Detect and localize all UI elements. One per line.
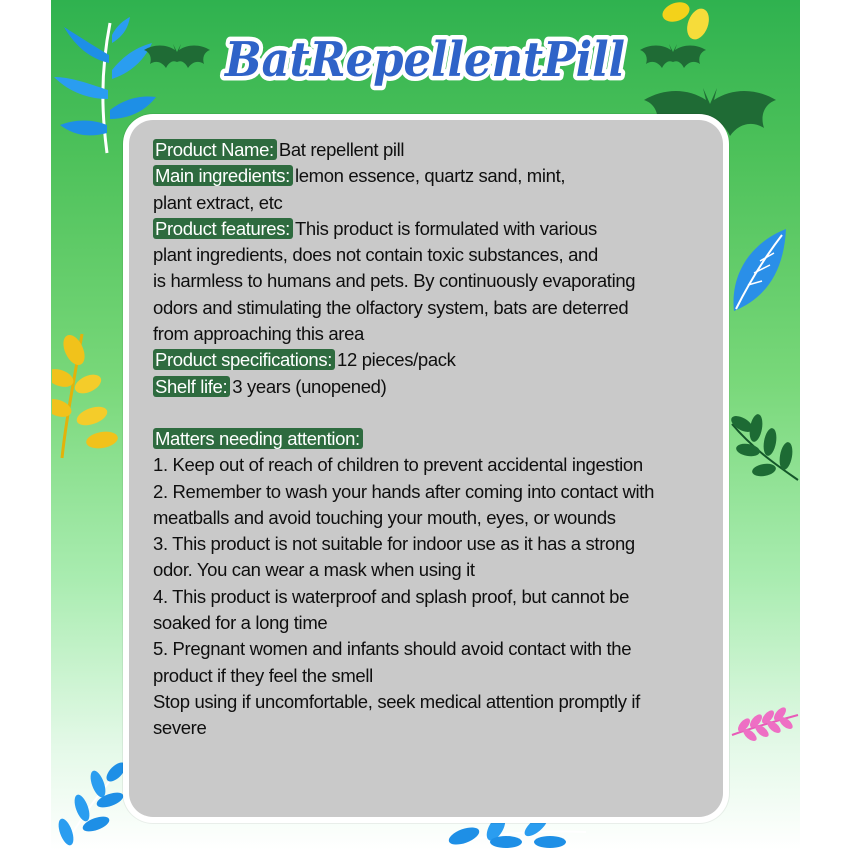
lemon-icon <box>660 0 710 42</box>
bat-icon <box>142 40 212 74</box>
shelf-life-label: Shelf life: <box>153 376 230 397</box>
product-name-row <box>153 137 713 163</box>
bat-icon <box>638 40 708 74</box>
main-ingredients-row <box>153 163 713 189</box>
attention-line: odor. You can wear a mask when using it <box>153 559 475 581</box>
product-info <box>153 137 713 742</box>
product-features-label: Product features: <box>153 218 293 239</box>
main-ingredients-label: Main ingredients: <box>153 165 293 186</box>
attention-line: 2. Remember to wash your hands after coming into contact with <box>153 480 655 502</box>
product-specifications-row <box>153 347 713 373</box>
attention-line: soaked for a long time <box>153 612 328 634</box>
blue-leaf-icon <box>440 820 590 850</box>
text-line: plant ingredients, does not contain toxic substances, and <box>153 244 598 266</box>
text-line: is harmless to humans and pets. By continuously evaporating <box>153 270 636 292</box>
attention-line: meatballs and avoid touching your mouth, eyes, or wounds <box>153 506 616 528</box>
attention-label: Matters needing attention: <box>153 428 363 449</box>
product-features-value: This product is formulated with various <box>294 217 597 239</box>
title-text: BatRepellentPill <box>223 32 626 88</box>
blue-leaf-icon <box>54 758 134 850</box>
main-ingredients-value: lemon essence, quartz sand, mint, <box>294 165 566 187</box>
yellow-leaf-icon <box>52 330 124 460</box>
pink-leaf-icon <box>730 705 800 741</box>
main-ingredients-cont: plant extract, etc <box>153 191 283 213</box>
text-line: from approaching this area <box>153 323 364 345</box>
page-title <box>212 12 638 102</box>
product-specifications-label: Product specifications: <box>153 349 335 370</box>
attention-line: product if they feel the smell <box>153 664 373 686</box>
attention-line: 5. Pregnant women and infants should avoid contact with the <box>153 638 632 660</box>
product-name-value: Bat repellent pill <box>278 139 405 160</box>
attention-line: 4. This product is waterproof and splash proof, but cannot be <box>153 585 630 607</box>
attention-line: 3. This product is not suitable for indoor use as it has a strong <box>153 533 635 555</box>
attention-line: 1. Keep out of reach of children to prevent accidental ingestion <box>153 454 643 476</box>
spacer <box>153 400 713 426</box>
green-leaf-icon <box>728 410 800 490</box>
attention-line: severe <box>153 717 207 739</box>
blue-leaf-icon <box>728 225 790 315</box>
product-specifications-value: 12 pieces/pack <box>337 349 456 371</box>
text-line: odors and stimulating the olfactory system, bats are deterred <box>153 296 629 318</box>
product-name-label: Product Name: <box>153 139 277 160</box>
attention-line: Stop using if uncomfortable, seek medical attention promptly if <box>153 690 640 712</box>
attention-heading-row <box>153 426 713 452</box>
product-features-row <box>153 216 713 242</box>
shelf-life-row <box>153 374 713 400</box>
shelf-life-value: 3 years (unopened) <box>232 375 387 397</box>
